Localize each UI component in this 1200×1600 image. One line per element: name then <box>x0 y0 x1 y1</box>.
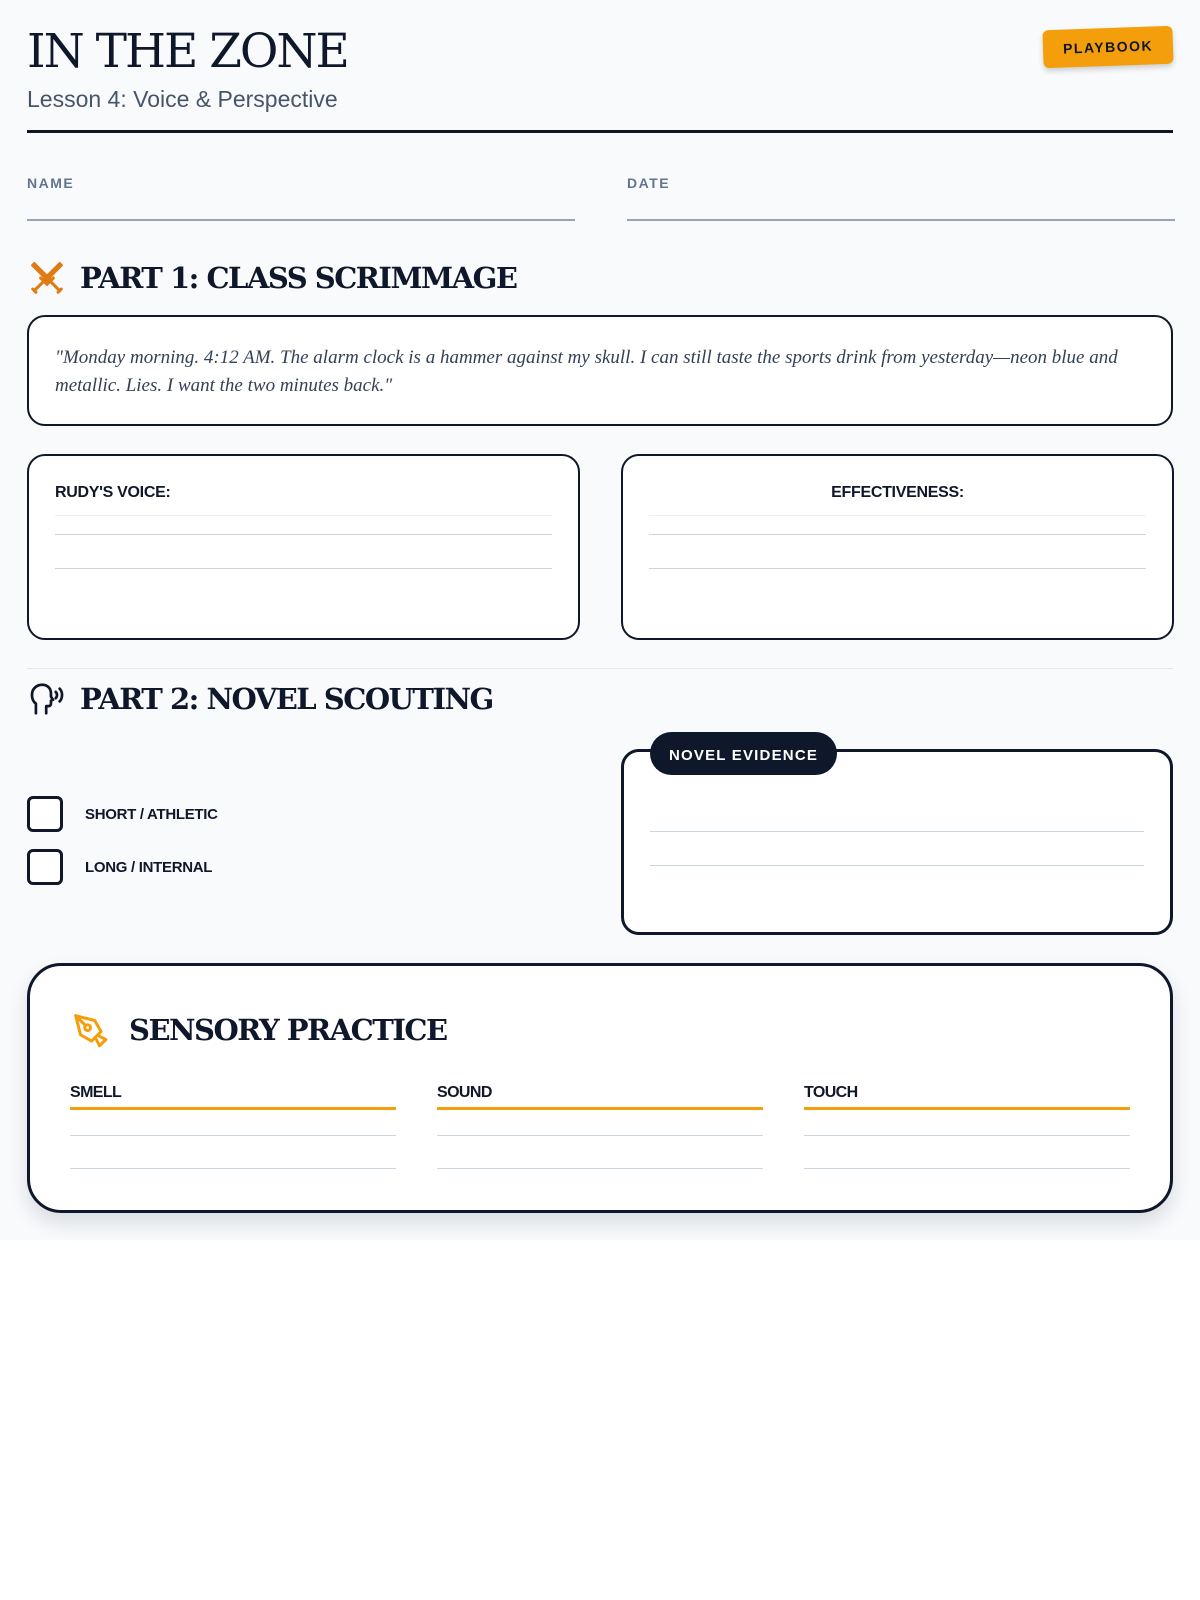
option-long-internal[interactable] <box>27 849 212 885</box>
part2-heading <box>27 679 493 719</box>
lesson-subtitle: Lesson 4: Voice & Perspective <box>27 86 338 112</box>
write-line[interactable] <box>70 1168 396 1169</box>
write-line[interactable] <box>55 515 552 516</box>
write-line[interactable] <box>650 831 1144 832</box>
part2-title: PART 2: NOVEL SCOUTING <box>80 682 493 716</box>
write-line[interactable] <box>55 534 552 535</box>
part1-title: PART 1: CLASS SCRIMMAGE <box>80 261 517 295</box>
smell-column[interactable] <box>70 1084 396 1169</box>
write-line[interactable] <box>804 1135 1130 1136</box>
write-line[interactable] <box>650 865 1144 866</box>
rudys-voice-box[interactable] <box>27 454 580 640</box>
write-line[interactable] <box>649 515 1146 516</box>
rudys-voice-label: RUDY'S VOICE: <box>55 484 171 501</box>
name-field[interactable] <box>27 175 575 221</box>
novel-evidence-tab: NOVEL EVIDENCE <box>650 732 837 775</box>
write-line[interactable] <box>437 1168 763 1169</box>
date-field[interactable] <box>627 175 1175 221</box>
pen-nib-icon <box>70 1010 110 1050</box>
touch-label: TOUCH <box>804 1084 1130 1110</box>
section-divider <box>27 668 1173 669</box>
page-title: IN THE ZONE <box>27 24 348 79</box>
write-line[interactable] <box>804 1168 1130 1169</box>
speaking-head-icon <box>27 679 67 719</box>
write-line[interactable] <box>55 568 552 569</box>
name-label: NAME <box>27 175 75 191</box>
date-label: DATE <box>627 175 671 191</box>
sensory-practice-card <box>27 963 1173 1213</box>
write-line[interactable] <box>70 1135 396 1136</box>
date-write-line[interactable] <box>627 219 1175 221</box>
write-line[interactable] <box>437 1135 763 1136</box>
playbook-badge: PLAYBOOK <box>1042 26 1173 69</box>
student-info-fields <box>27 133 1173 228</box>
effectiveness-label: EFFECTIVENESS: <box>831 484 964 501</box>
scrimmage-quote: "Monday morning. 4:12 AM. The alarm clock is a hammer against my skull. I can still taste the sports drink from yesterday—neon blue and metallic. Lies. I want the two minutes back." <box>27 315 1173 426</box>
crossed-swords-icon <box>27 258 67 298</box>
touch-column[interactable] <box>804 1084 1130 1169</box>
page-header <box>27 0 1173 133</box>
option-label: LONG / INTERNAL <box>85 858 213 876</box>
write-line[interactable] <box>649 534 1146 535</box>
checkbox[interactable] <box>27 849 63 885</box>
sensory-title: SENSORY PRACTICE <box>129 1013 447 1047</box>
option-label: SHORT / ATHLETIC <box>85 805 218 823</box>
effectiveness-box[interactable] <box>621 454 1174 640</box>
novel-evidence-box[interactable] <box>621 749 1173 935</box>
part1-heading <box>27 258 517 298</box>
checkbox[interactable] <box>27 796 63 832</box>
sensory-heading <box>70 1010 447 1050</box>
smell-label: SMELL <box>70 1084 396 1110</box>
name-write-line[interactable] <box>27 219 575 221</box>
sound-label: SOUND <box>437 1084 763 1110</box>
sound-column[interactable] <box>437 1084 763 1169</box>
write-line[interactable] <box>649 568 1146 569</box>
option-short-athletic[interactable] <box>27 796 218 832</box>
